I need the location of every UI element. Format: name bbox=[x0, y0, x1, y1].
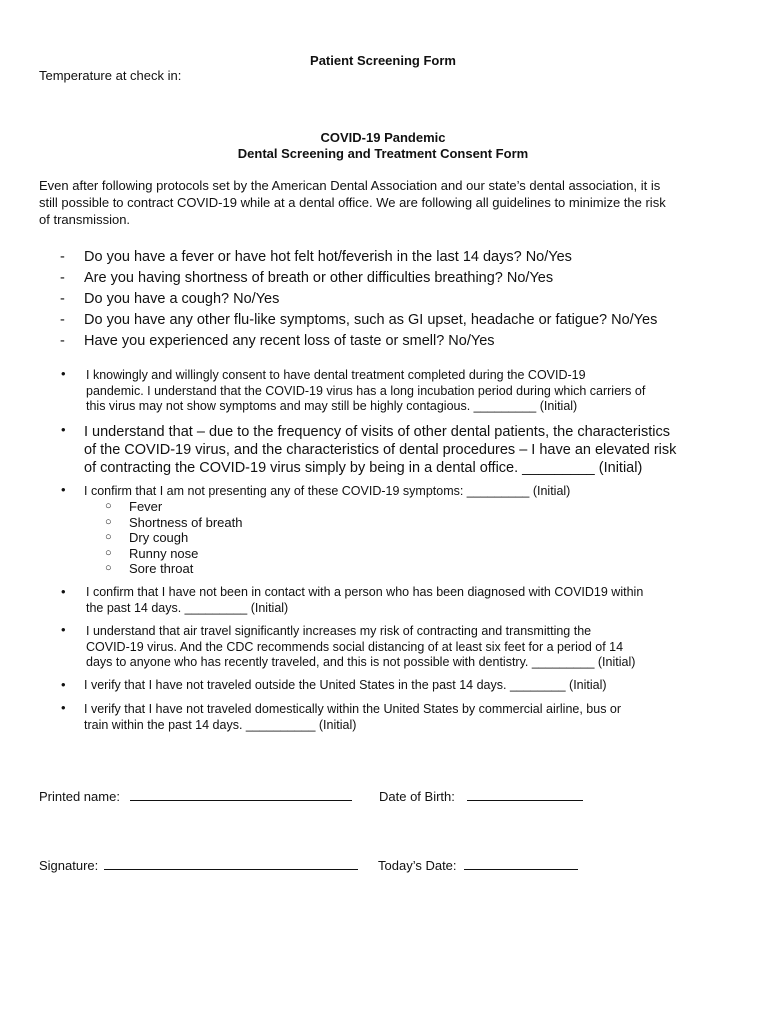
consent-statement-4 bbox=[86, 585, 643, 616]
question-item bbox=[60, 268, 760, 289]
symptom-text: Fever bbox=[129, 499, 163, 514]
statement-line: I verify that I have not traveled domestically within the United States by commercial airline, bus or bbox=[84, 702, 622, 716]
bullet-icon: • bbox=[61, 366, 66, 381]
question-text: Do you have a fever or have hot felt hot/feverish in the last 14 days? No/Yes bbox=[84, 249, 572, 265]
printed-name-field bbox=[39, 787, 352, 804]
dash-marker: - bbox=[60, 333, 65, 349]
intro-line: of transmission. bbox=[39, 212, 131, 227]
consent-statement-6: I verify that I have not traveled outside the United States in the past 14 days. ________ (Initial) bbox=[84, 678, 607, 692]
printed-name-label: Printed name: bbox=[39, 789, 120, 804]
form-title: Patient Screening Form bbox=[310, 53, 456, 68]
statement-line: train within the past 14 days. __________ (Initial) bbox=[84, 717, 357, 732]
date-of-birth-field bbox=[379, 787, 583, 804]
symptom-text: Dry cough bbox=[129, 530, 189, 545]
question-item bbox=[60, 247, 760, 268]
circle-bullet-icon: ○ bbox=[105, 500, 112, 512]
statement-line: of the COVID-19 virus, and the characteristics of dental procedures – I have an elevated risk bbox=[84, 442, 677, 458]
dash-marker: - bbox=[60, 312, 65, 328]
bullet-icon: • bbox=[61, 584, 66, 599]
bullet-icon: • bbox=[61, 677, 66, 692]
bullet-icon: • bbox=[61, 482, 66, 497]
statement-line: of contracting the COVID-19 virus simply by being in a dental office. _________ (Initial) bbox=[84, 460, 643, 476]
statement-line: the past 14 days. _________ (Initial) bbox=[86, 600, 289, 615]
intro-paragraph bbox=[39, 177, 666, 228]
signature-field bbox=[39, 856, 358, 873]
signature-input-line[interactable] bbox=[104, 856, 358, 870]
consent-title-line2: Dental Screening and Treatment Consent Form bbox=[237, 146, 529, 161]
symptom-item bbox=[105, 546, 305, 562]
statement-line: this virus may not show symptoms and may still be highly contagious. _________ (Initial) bbox=[86, 399, 578, 414]
question-text: Do you have a cough? No/Yes bbox=[84, 291, 280, 307]
consent-statement-2 bbox=[84, 423, 676, 477]
symptom-item bbox=[105, 530, 305, 546]
consent-title-line1: COVID-19 Pandemic bbox=[320, 130, 446, 145]
todays-date-label: Today’s Date: bbox=[378, 858, 457, 873]
dash-marker: - bbox=[60, 270, 65, 286]
circle-bullet-icon: ○ bbox=[105, 546, 112, 559]
statement-line: days to anyone who has recently traveled, and this is not possible with dentistry. _________ (Initial) bbox=[86, 655, 636, 670]
todays-date-input-line[interactable] bbox=[464, 856, 578, 870]
consent-statement-7 bbox=[84, 702, 621, 733]
symptom-text: Shortness of breath bbox=[129, 514, 243, 530]
question-item bbox=[60, 289, 760, 310]
question-text: Do you have any other flu-like symptoms, such as GI upset, headache or fatigue? No/Yes bbox=[84, 312, 658, 328]
date-of-birth-label: Date of Birth: bbox=[379, 789, 455, 804]
intro-line: Even after following protocols set by the American Dental Association and our state’s dental association, it is bbox=[39, 178, 661, 193]
symptom-text: Runny nose bbox=[129, 545, 199, 561]
statement-line: COVID-19 virus. And the CDC recommends social distancing of at least six feet for a period of 14 bbox=[86, 639, 624, 654]
question-item bbox=[60, 331, 760, 352]
symptom-item bbox=[105, 499, 305, 515]
bullet-icon: • bbox=[61, 622, 66, 637]
symptom-text: Sore throat bbox=[129, 561, 194, 576]
screening-questions bbox=[60, 247, 760, 357]
bullet-icon: • bbox=[61, 700, 66, 715]
temperature-label: Temperature at check in: bbox=[39, 68, 182, 83]
symptom-item bbox=[105, 515, 305, 531]
intro-line: still possible to contract COVID-19 while at a dental office. We are following all guidelines to minimize the risk bbox=[39, 195, 666, 210]
statement-line: I knowingly and willingly consent to have dental treatment completed during the COVID-19 bbox=[86, 368, 586, 382]
question-text: Are you having shortness of breath or other difficulties breathing? No/Yes bbox=[84, 270, 554, 286]
dash-marker: - bbox=[60, 249, 65, 265]
circle-bullet-icon: ○ bbox=[105, 562, 112, 574]
dash-marker: - bbox=[60, 291, 65, 307]
circle-bullet-icon: ○ bbox=[105, 531, 112, 543]
statement-line: I understand that – due to the frequency of visits of other dental patients, the characteristics bbox=[84, 424, 670, 440]
consent-statement-1 bbox=[86, 368, 645, 415]
question-item bbox=[60, 310, 760, 331]
statement-line: pandemic. I understand that the COVID-19 virus has a long incubation period during which carriers of bbox=[86, 383, 646, 398]
symptom-item bbox=[105, 561, 305, 577]
date-of-birth-input-line[interactable] bbox=[467, 787, 583, 801]
symptom-list bbox=[105, 499, 305, 579]
todays-date-field bbox=[378, 856, 578, 873]
statement-line: I understand that air travel significantly increases my risk of contracting and transmitting the bbox=[86, 624, 592, 638]
question-text: Have you experienced any recent loss of taste or smell? No/Yes bbox=[84, 333, 495, 349]
consent-statement-3: I confirm that I am not presenting any of these COVID-19 symptoms: _________ (Initial) bbox=[84, 484, 571, 498]
bullet-icon: • bbox=[61, 422, 66, 437]
statement-line: I confirm that I have not been in contact with a person who has been diagnosed with COVID19 within bbox=[86, 585, 644, 599]
signature-label: Signature: bbox=[39, 858, 99, 873]
circle-bullet-icon: ○ bbox=[105, 515, 112, 528]
printed-name-input-line[interactable] bbox=[130, 787, 352, 801]
consent-statement-5 bbox=[86, 624, 635, 671]
